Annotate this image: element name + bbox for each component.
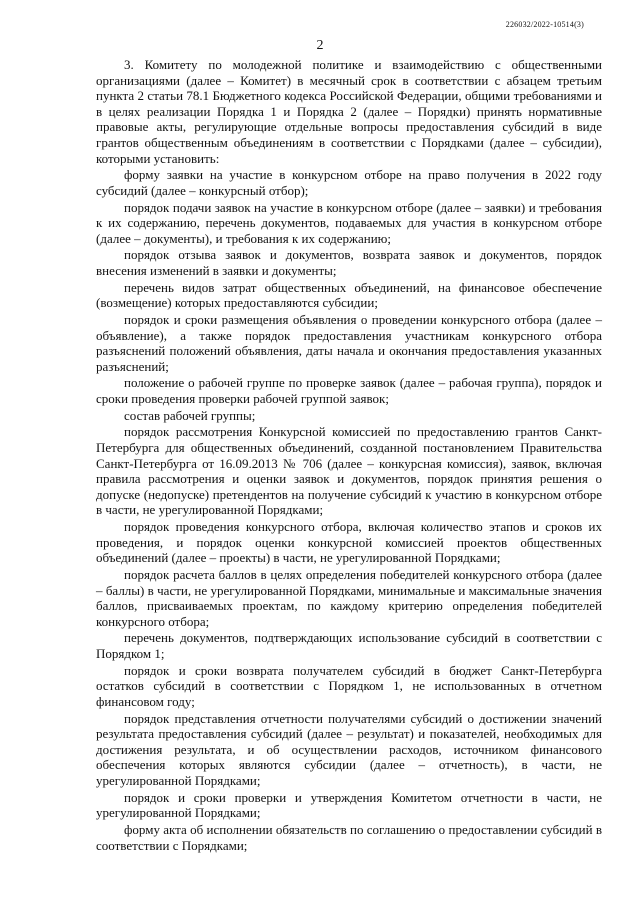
paragraph: 3. Комитету по молодежной политике и взаимодействию с общественными организациями (далее – Комитет) в месячный срок в соответствии с абзацем третьим пункта 2 статьи 78.1 Бюджетного кодекса Российской Федерации, общими требованиями и в целях реализации Порядка 1 и Порядка 2 (далее – Порядки) принять нормативные правовые акты, регулирующие отдельные вопросы предоставления субсидий в виде грантов общественным объединениям в соответствии с Порядками (далее – субсидии), которыми установить: (96, 57, 602, 166)
paragraph: порядок рассмотрения Конкурсной комиссией по предоставлению грантов Санкт-Петербурга для общественных объединений, созданной постановлением Правительства Санкт-Петербурга от 16.09.2013 № 706 (далее – конкурсная комиссия), заявок, включая правила рассмотрения и оценки заявок и документов, порядок принятия решения о допуске (недопуске) претендентов на получение субсидий к участию в конкурсном отборе в части, не урегулированной Порядками; (96, 424, 602, 518)
paragraph: порядок расчета баллов в целях определения победителей конкурсного отбора (далее – баллы) в части, не урегулированной Порядками, минимальные и максимальные значения баллов, присваиваемых проектам, по каждому критерию определения победителей конкурсного отбора; (96, 566, 602, 629)
paragraph: порядок и сроки проверки и утверждения Комитетом отчетности в части, не урегулированной Порядками; (96, 789, 602, 821)
document-registration-number: 226032/2022-10514(3) (505, 20, 584, 29)
paragraph: положение о рабочей группе по проверке заявок (далее – рабочая группа), порядок и сроки проведения проверки рабочей группой заявок; (96, 375, 602, 407)
paragraph: форму заявки на участие в конкурсном отборе на право получения в 2022 году субсидий (далее – конкурсный отбор); (96, 167, 602, 198)
document-body (96, 57, 602, 854)
paragraph: порядок и сроки возврата получателем субсидий в бюджет Санкт-Петербурга остатков субсидий в соответствии с Порядком 1, не использованных в отчетном финансовом году; (96, 662, 602, 709)
paragraph: перечень документов, подтверждающих использование субсидий в соответствии с Порядком 1; (96, 630, 602, 661)
paragraph: форму акта об исполнении обязательств по соглашению о предоставлении субсидий в соответствии с Порядками; (96, 821, 602, 853)
paragraph: порядок подачи заявок на участие в конкурсном отборе (далее – заявки) и требования к их содержанию, перечень документов, подаваемых для участия в конкурсном отборе (далее – документы), и требования к их содержанию; (96, 199, 602, 246)
page-number: 2 (316, 38, 324, 53)
paragraph: порядок представления отчетности получателями субсидий о достижении значений результата предоставления субсидий (далее – результат) и показателей, необходимых для достижения результата, и об осуществлении расходов, источником финансового обеспечения которых являются субсидии (далее – отчетность), в части, не урегулированной Порядками; (96, 710, 602, 788)
paragraph: перечень видов затрат общественных объединений, на финансовое обеспечение (возмещение) которых предоставляются субсидии; (96, 279, 602, 311)
paragraph: порядок проведения конкурсного отбора, включая количество этапов и сроков их проведения, и порядок оценки конкурсной комиссией проектов общественных объединений (далее – проекты) в части, не урегулированной Порядками; (96, 519, 602, 566)
paragraph: состав рабочей группы; (124, 407, 256, 423)
paragraph: порядок отзыва заявок и документов, возврата заявок и документов, порядок внесения изменений в заявки и документы; (96, 247, 602, 278)
paragraph: порядок и сроки размещения объявления о проведении конкурсного отбора (далее – объявление), а также порядок предоставления участникам конкурсного отбора разъяснений положений объявления, даты начала и окончания предоставления указанных разъяснений; (96, 311, 602, 374)
